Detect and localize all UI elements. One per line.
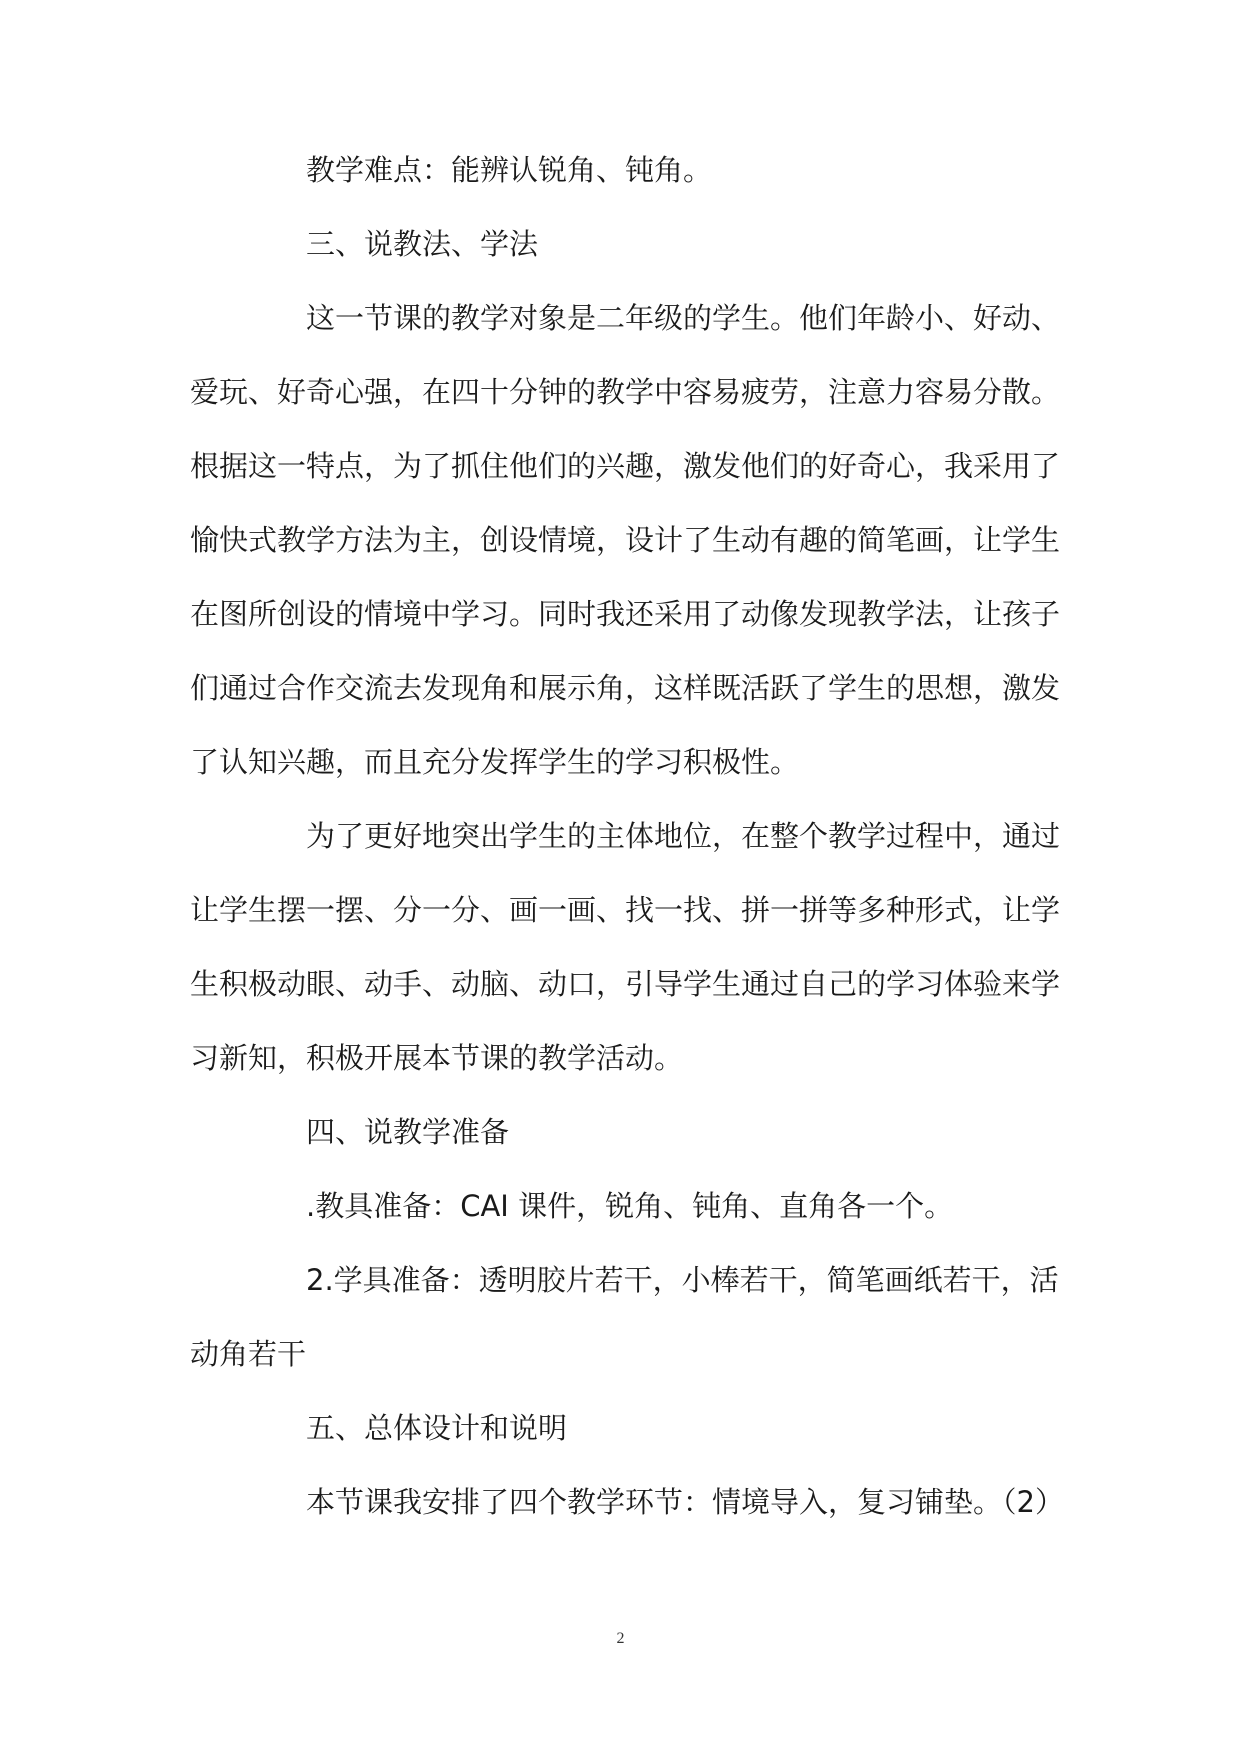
heading-teaching-preparation [190, 1095, 1060, 1169]
text-line: 本节课我安排了四个教学环节：情境导入，复习铺垫。（2） [306, 1485, 1064, 1519]
text-line: 愉快式教学方法为主，创设情境，设计了生动有趣的简笔画，让学生 [190, 523, 1061, 557]
text-line: 爱玩、好奇心强，在四十分钟的教学中容易疲劳，注意力容易分散。 [190, 375, 1061, 409]
text-line: 2.学具准备：透明胶片若干，小棒若干，简笔画纸若干，活 [306, 1263, 1059, 1297]
text-line: 教学难点：能辨认锐角、钝角。 [306, 153, 713, 187]
text-line: 了认知兴趣，而且充分发挥学生的学习积极性。 [190, 745, 800, 779]
text-line: .教具准备：CAI 课件，锐角、钝角、直角各一个。 [306, 1189, 954, 1223]
text-line: 习新知，积极开展本节课的教学活动。 [190, 1041, 684, 1075]
page-number: 2 [616, 1630, 625, 1647]
paragraph-student-subject [190, 799, 1060, 1095]
paragraph-teaching-links [190, 1465, 1064, 1539]
text-line: 根据这一特点，为了抓住他们的兴趣，激发他们的好奇心，我采用了 [190, 449, 1061, 483]
heading-overall-design [190, 1391, 1060, 1465]
paragraph-learning-aids [190, 1243, 1060, 1391]
text-line: 四、说教学准备 [306, 1115, 510, 1149]
heading-teaching-methods [190, 207, 1060, 281]
paragraph-teaching-object [190, 281, 1060, 799]
text-line: 生积极动眼、动手、动脑、动口，引导学生通过自己的学习体验来学 [190, 967, 1061, 1001]
text-line: 三、说教法、学法 [306, 227, 539, 261]
paragraph-difficulty [190, 133, 1060, 207]
text-line: 这一节课的教学对象是二年级的学生。他们年龄小、好动、 [306, 301, 1061, 335]
text-line: 们通过合作交流去发现角和展示角，这样既活跃了学生的思想，激发 [190, 671, 1061, 705]
text-line: 五、总体设计和说明 [306, 1411, 568, 1445]
paragraph-teaching-aids [190, 1169, 1060, 1243]
text-line: 为了更好地突出学生的主体地位，在整个教学过程中，通过 [306, 819, 1061, 853]
text-line: 在图所创设的情境中学习。同时我还采用了动像发现教学法，让孩子 [190, 597, 1061, 631]
text-line: 让学生摆一摆、分一分、画一画、找一找、拼一拼等多种形式，让学 [190, 893, 1061, 927]
text-line: 动角若干 [190, 1337, 307, 1371]
